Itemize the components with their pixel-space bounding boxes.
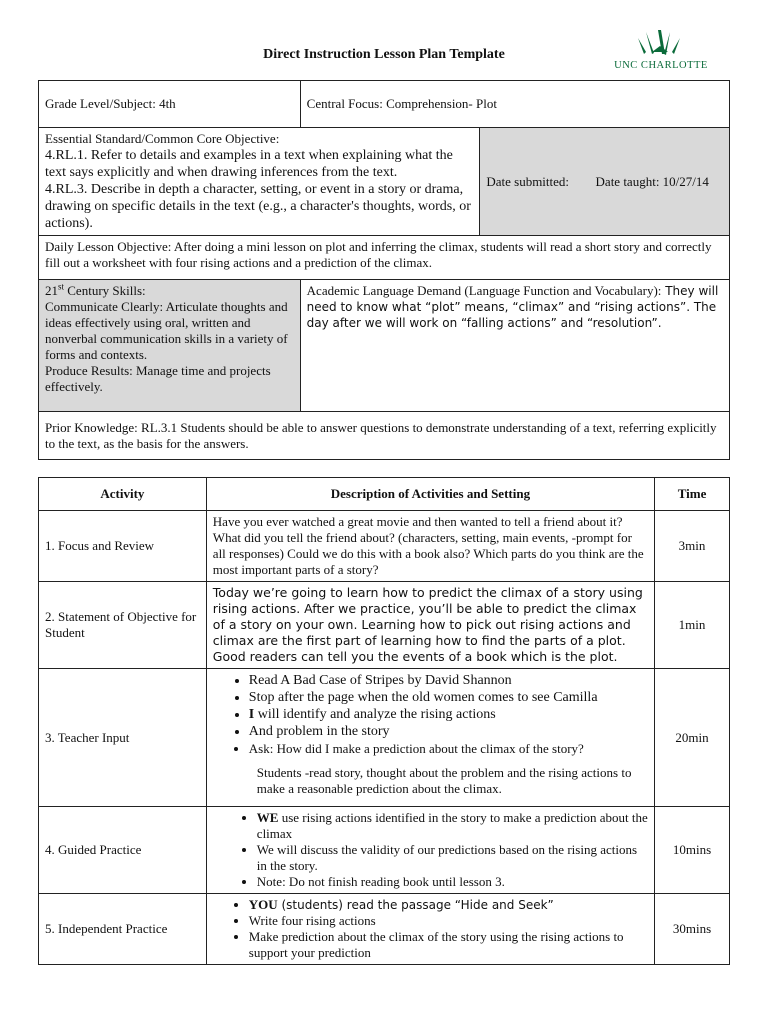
table-row [39, 511, 730, 582]
activity-description: Today we’re going to learn how to predict the climax of a story using rising actions. After we practice, you’ll be able to predict the climax of a story on your own. Learning how to pick out rising actions and climax are the first part of learning how to find the parts of a plot. Good readers can tell you the events of a book which is the plot. [206, 582, 654, 669]
grade-subject: Grade Level/Subject: 4th [39, 81, 301, 128]
table-row [39, 582, 730, 669]
academic-text: They will need to know what “plot” means, “climax” and “rising actions”. The day after we will work on “falling actions” and “resolution”. [306, 284, 719, 330]
crown-icon [606, 26, 716, 58]
list-item: • YOU (students) read the passage “Hide and Seek” [249, 897, 648, 913]
activity-name: 4. Guided Practice [39, 807, 207, 894]
teacher-input-note: Students -read story, thought about the problem and the rising actions to make a reasonable prediction about the climax. [256, 765, 632, 796]
list-item: • Ask: How did I make a prediction about the climax of the story? [249, 740, 648, 757]
century-skills-cell [39, 280, 301, 412]
date-submitted: Date submitted: [486, 173, 570, 189]
century-skills-title: 21st Century Skills: [45, 281, 146, 298]
activity-name: 1. Focus and Review [39, 511, 207, 582]
table-row [39, 894, 730, 965]
list-item: • Stop after the page when the old women comes to see Camilla [249, 689, 648, 706]
activity-description: Have you ever watched a great movie and then wanted to tell a friend about it? What did you tell the friend about? (characters, setting, main events, -prompt for all responses) Could we do this with a book also? Which parts do you think are the most important parts of a story? [206, 511, 654, 582]
activity-name: 2. Statement of Objective for Student [39, 582, 207, 669]
table-row [39, 807, 730, 894]
list-item: • Write four rising actions [249, 913, 648, 929]
lesson-info-table [38, 80, 730, 460]
header-description: Description of Activities and Setting [206, 478, 654, 511]
daily-objective: Daily Lesson Objective: After doing a mini lesson on plot and inferring the climax, students will read a short story and correctly fill out a worksheet with four rising actions and a prediction of the climax. [39, 236, 730, 280]
activities-table [38, 477, 730, 965]
academic-label: Academic Language Demand (Language Function and Vocabulary): [306, 283, 662, 298]
header-time: Time [655, 478, 730, 511]
guided-practice-list [213, 810, 648, 890]
standard-2: 4.RL.3. Describe in depth a character, setting, or event in a story or drama, drawing on specific details in the text (e.g., a character's thoughts, words, or actions). [45, 182, 471, 231]
list-item: • We will discuss the validity of our predictions based on the rising actions in the story. [257, 842, 648, 874]
standard-label: Essential Standard/Common Core Objective: [45, 131, 280, 146]
activity-time: 1min [655, 582, 730, 669]
activity-name: 5. Independent Practice [39, 894, 207, 965]
activity-time: 3min [655, 511, 730, 582]
activities-header-row [39, 478, 730, 511]
central-focus: Central Focus: Comprehension- Plot [300, 81, 729, 128]
activity-description [206, 669, 654, 807]
unc-charlotte-logo [606, 26, 716, 72]
date-taught: Date taught: 10/27/14 [595, 173, 709, 189]
list-item: • Make prediction about the climax of the story using the rising actions to support your prediction [249, 929, 648, 961]
dates-cell [480, 128, 730, 236]
standard-1: 4.RL.1. Refer to details and examples in a text when explaining what the text says explicitly and when drawing inferences from the text. [45, 148, 453, 180]
activity-name: 3. Teacher Input [39, 669, 207, 807]
document-title: Direct Instruction Lesson Plan Template [263, 47, 505, 62]
logo-text: UNC CHARLOTTE [614, 60, 708, 71]
table-row [39, 669, 730, 807]
century-skills-1: Communicate Clearly: Articulate thoughts and ideas effectively using oral, written and nonverbal communication skills in a variety of forms and contexts. [45, 299, 288, 362]
activity-description [206, 894, 654, 965]
activity-time: 10mins [655, 807, 730, 894]
independent-practice-list [213, 897, 648, 961]
header-activity: Activity [39, 478, 207, 511]
list-item: • And problem in the story [249, 723, 648, 740]
prior-knowledge: Prior Knowledge: RL.3.1 Students should be able to answer questions to demonstrate understanding of a text, referring explicitly to the text, as the basis for the answers. [39, 412, 730, 460]
teacher-input-list [213, 672, 648, 757]
list-item: • WE use rising actions identified in the story to make a prediction about the climax [257, 810, 648, 842]
standard-cell [39, 128, 480, 236]
list-item: • Note: Do not finish reading book until lesson 3. [257, 874, 648, 890]
list-item: • I will identify and analyze the rising actions [249, 706, 648, 723]
century-skills-2: Produce Results: Manage time and projects effectively. [45, 363, 271, 394]
activity-description [206, 807, 654, 894]
activity-time: 20min [655, 669, 730, 807]
activity-time: 30mins [655, 894, 730, 965]
list-item: • Read A Bad Case of Stripes by David Shannon [249, 672, 648, 689]
academic-language-cell [300, 280, 729, 412]
